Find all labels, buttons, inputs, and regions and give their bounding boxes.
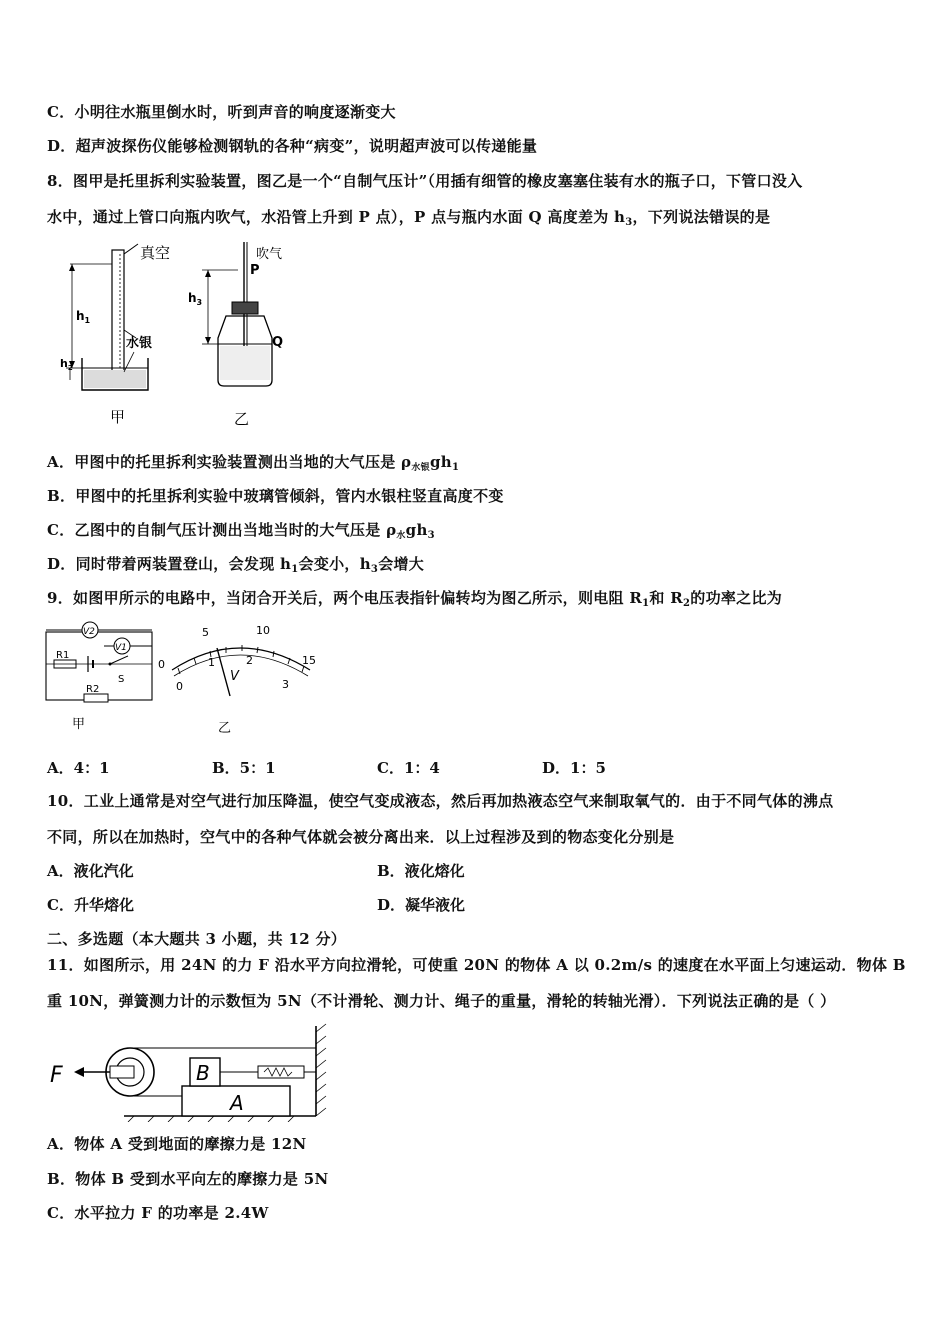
q11-figure <box>44 1022 334 1122</box>
q9-option-b: B．5：1 <box>212 759 276 777</box>
q8-stem-line2 <box>47 206 770 228</box>
v2-label: V2 <box>83 627 95 637</box>
mercury-label: 水银 <box>126 336 153 351</box>
q7-option-c: C．小明往水瓶里倒水时，听到声音的响度逐渐变大 <box>47 103 396 121</box>
r2-label: R2 <box>86 684 100 695</box>
q7-option-d: D．超声波探伤仪能够检测钢轨的各种“病变”，说明超声波可以传递能量 <box>47 137 538 155</box>
q11-option-a: A．物体 A 受到地面的摩擦力是 12N <box>47 1135 307 1153</box>
q9-figure <box>44 618 320 738</box>
q8-stem-text: 水中，通过上管口向瓶内吹气，水沿管上升到 P 点），P 点与瓶内水面 Q 高度差为 h <box>47 208 626 226</box>
s-label: S <box>118 674 125 685</box>
q8-option-a: A．甲图中的托里拆利实验装置测出当地的大气压是 $\rho_{水银}gh_1$ <box>47 453 460 473</box>
dial-v-label: V <box>230 669 239 684</box>
q8-stem-line1: 8．图甲是托里拆利实验装置，图乙是一个“自制气压计”（用插有细管的橡皮塞塞住装有水的瓶子口，下管口没入 <box>47 172 803 190</box>
q10-option-a: A．液化汽化 <box>47 862 134 880</box>
q8-option-d: D．同时带着两装置登山，会发现 $h_1$会变小，$h_3$会增大 <box>47 555 425 575</box>
q10-option-c: C．升华熔化 <box>47 896 134 914</box>
h1-label: $h_1$ <box>76 309 91 325</box>
block-a-label: A <box>230 1091 244 1115</box>
force-f-label: F <box>50 1063 63 1088</box>
dial-bottom-tick-1: 1 <box>208 656 215 669</box>
q9-option-a: A．4：1 <box>47 759 110 777</box>
q9-stem: 9．如图甲所示的电路中，当闭合开关后，两个电压表指针偏转均为图乙所示，则电阻 $R_1$和 $R_2$的功率之比为 <box>47 589 783 609</box>
barometer-bottle <box>202 242 272 386</box>
q8-stem-sub: 3 <box>625 217 633 228</box>
dial-bottom-tick-0: 0 <box>176 680 183 693</box>
dial-bottom-tick-3: 3 <box>282 678 289 691</box>
q10-stem-line1: 10．工业上通常是对空气进行加压降温，使空气变成液态，然后再加热液态空气来制取氧气的．由于不同气体的沸点 <box>47 792 834 810</box>
q10-option-d: D．凝华液化 <box>377 896 466 914</box>
q11-option-b: B．物体 B 受到水平向左的摩擦力是 5N <box>47 1170 329 1188</box>
section-2-heading: 二、多选题（本大题共 3 小题，共 12 分） <box>47 930 347 948</box>
q11-option-c: C．水平拉力 F 的功率是 2.4W <box>47 1204 269 1222</box>
q8-option-b: B．甲图中的托里拆利实验中玻璃管倾斜，管内水银柱竖直高度不变 <box>47 487 504 505</box>
voltmeter-dial <box>172 645 310 696</box>
blow-label: 吹气 <box>256 247 283 262</box>
dial-top-tick-15: 15 <box>302 654 316 667</box>
v1-label: V1 <box>115 643 127 653</box>
q10-option-b: B．液化熔化 <box>377 862 465 880</box>
h3-label: $h_3$ <box>188 291 203 307</box>
q10-stem-line2: 不同，所以在加热时，空气中的各种气体就会被分离出来．以上过程涉及到的物态变化分别是 <box>47 828 675 846</box>
dial-top-tick-0: 0 <box>158 658 165 671</box>
fig-jia-label: 甲 <box>110 408 126 426</box>
dial-bottom-tick-2: 2 <box>246 654 253 667</box>
q-label: Q <box>272 335 284 350</box>
q9-option-c: C．1：4 <box>377 759 440 777</box>
q8-figure <box>58 240 298 430</box>
q8-stem-end: ，下列说法错误的是 <box>632 208 771 226</box>
r1-label: R1 <box>56 650 70 661</box>
vacuum-label: 真空 <box>140 244 171 262</box>
fig9-jia-label: 甲 <box>72 717 86 732</box>
q9-option-d: D．1：5 <box>542 759 606 777</box>
dial-top-tick-10: 10 <box>256 624 270 637</box>
q8-option-c: C．乙图中的自制气压计测出当地当时的大气压是 $\rho_水gh_3$ <box>47 521 435 541</box>
fig-yi-label: 乙 <box>234 410 250 428</box>
q11-stem-line1: 11．如图所示，用 24N 的力 F 沿水平方向拉滑轮，可使重 20N 的物体 A 以 0.2m/s 的速度在水平面上匀速运动．物体 B <box>47 956 906 974</box>
block-b-label: B <box>196 1061 210 1085</box>
q11-stem-line2: 重 10N，弹簧测力计的示数恒为 5N（不计滑轮、测力计、绳子的重量，滑轮的转轴光滑）．下列说法正确的是（ ） <box>47 992 836 1010</box>
fig9-yi-label: 乙 <box>218 721 232 736</box>
dial-top-tick-5: 5 <box>202 626 209 639</box>
h2-label: $h_2$ <box>60 357 73 372</box>
p-label: P <box>250 263 260 278</box>
